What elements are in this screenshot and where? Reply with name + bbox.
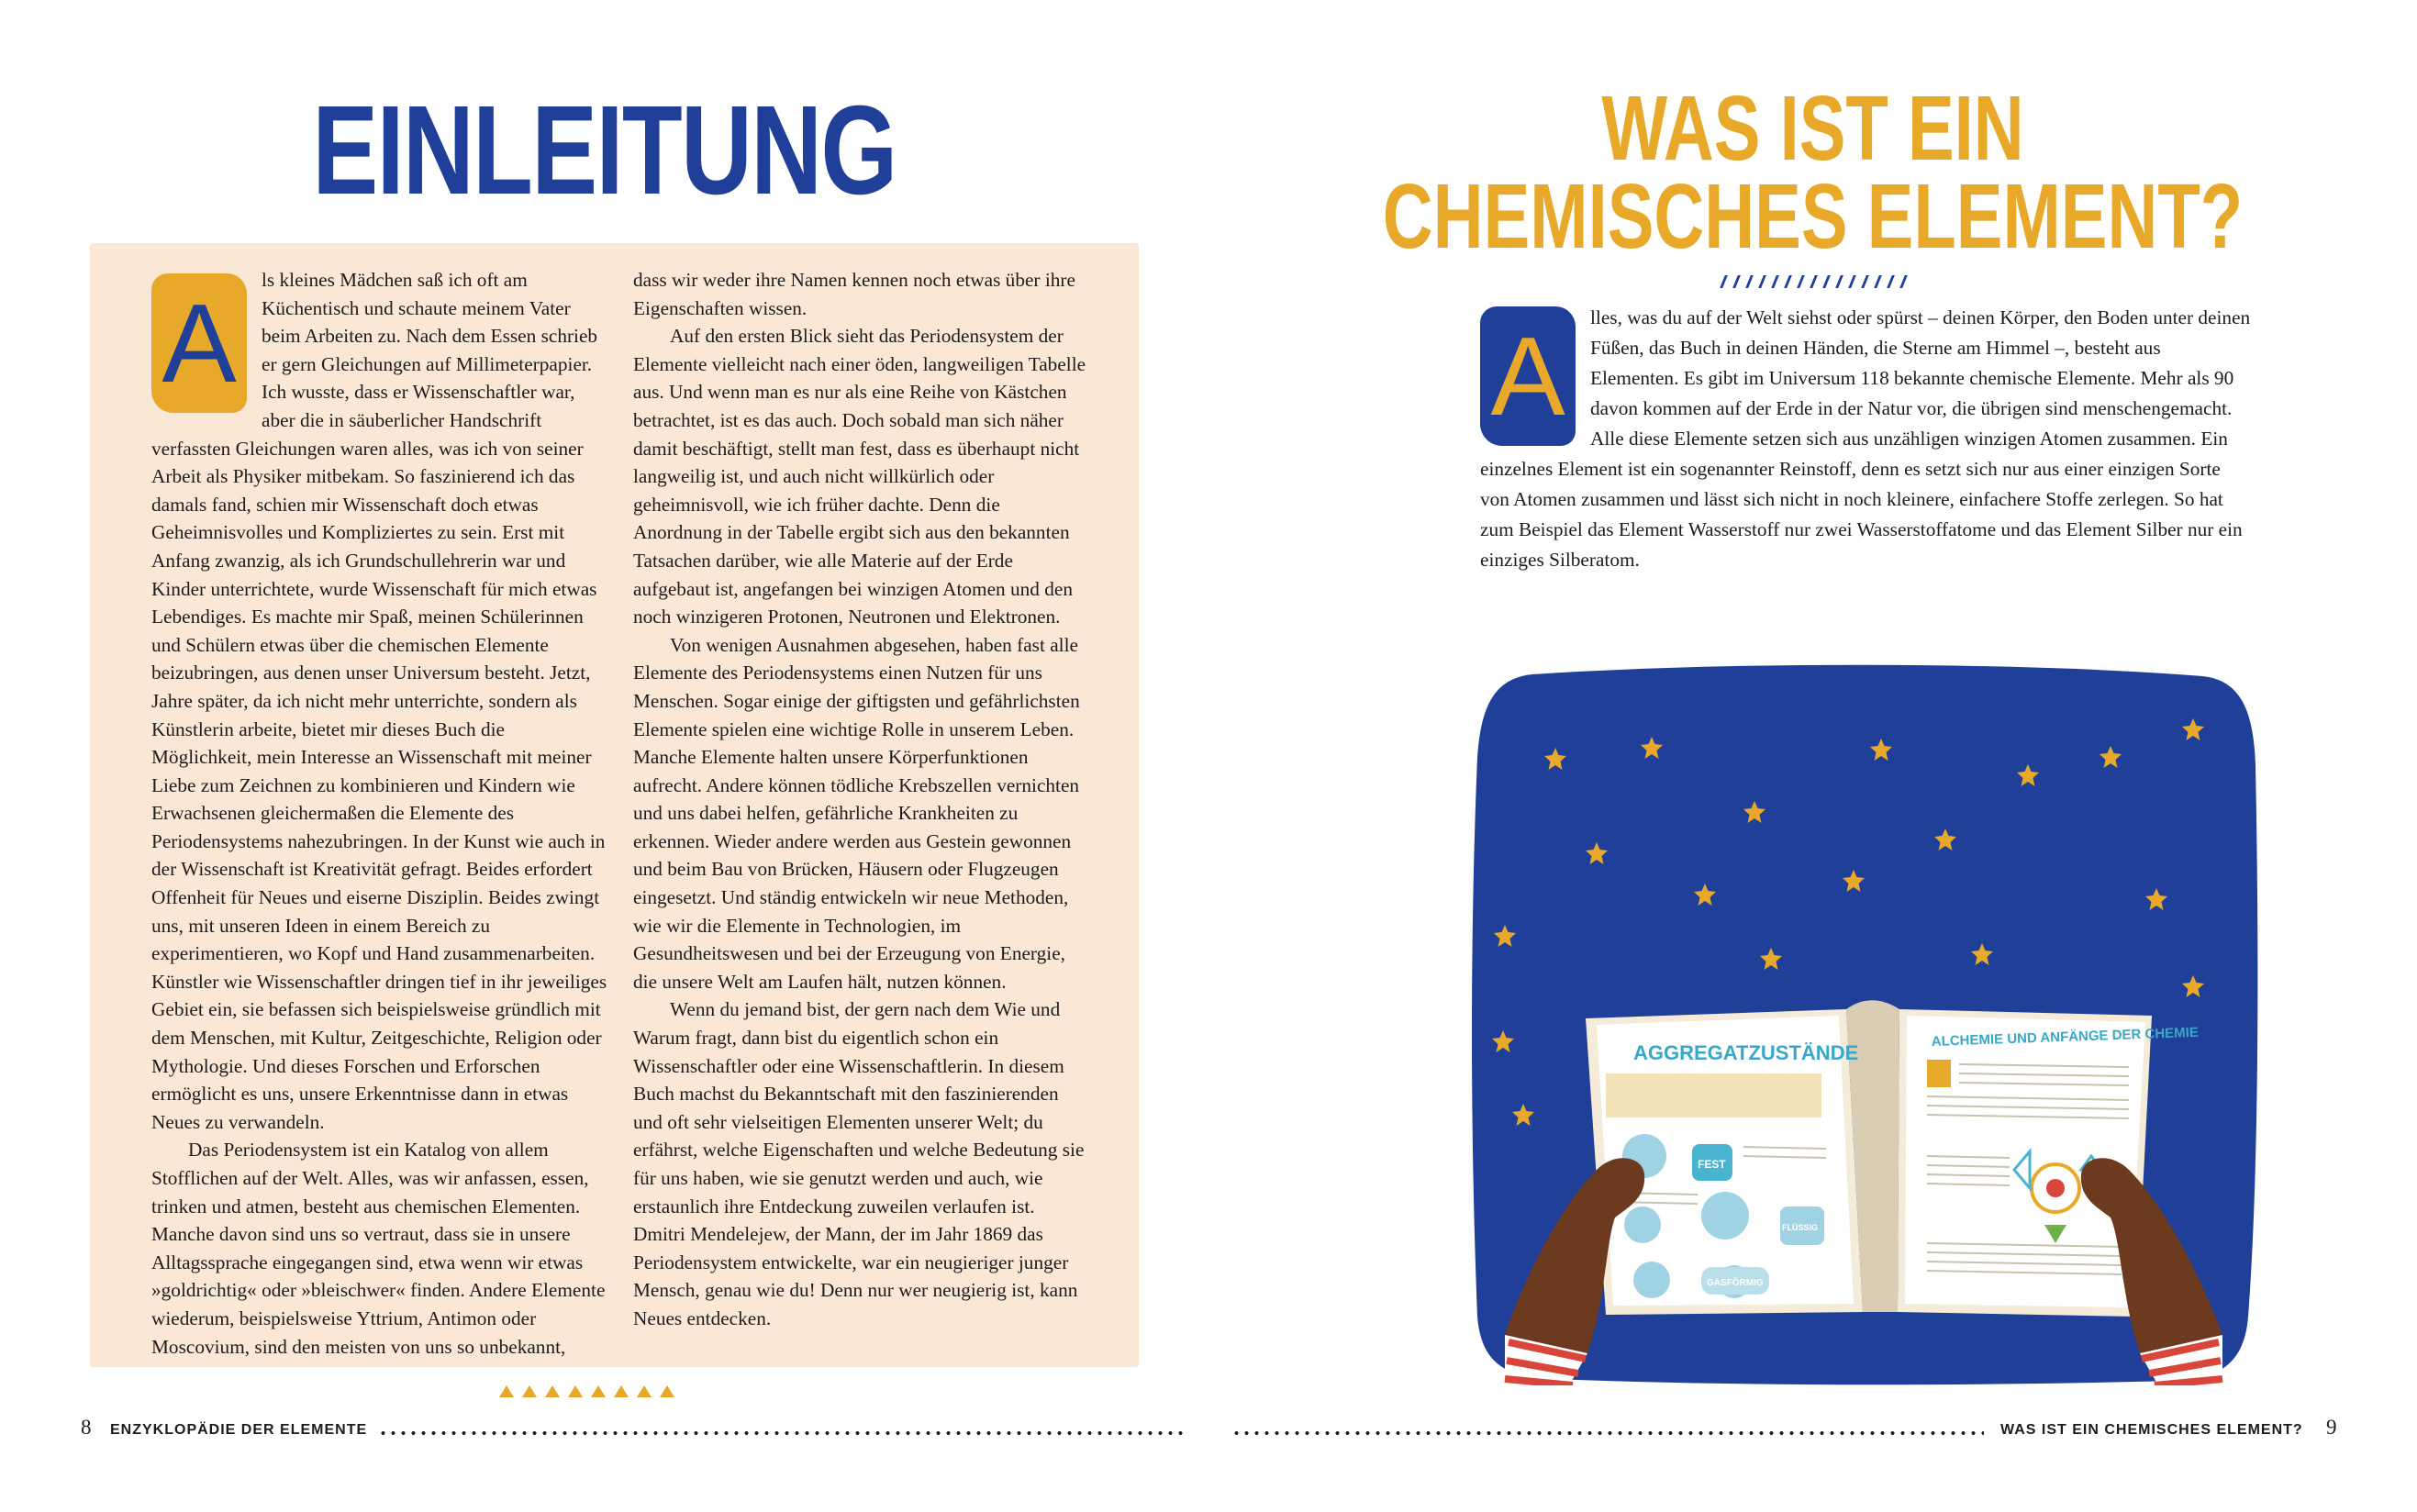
book-right-heading: ALCHEMIE UND ANFÄNGE DER CHEMIE: [1931, 1024, 2200, 1050]
footer-dotline-left: [378, 1431, 1186, 1435]
element-definition-text: A lles, was du auf der Welt siehst oder spürst – deinen Körper, den Boden unter deinen Füßen, das Buch in deinen Händen, die Sterne am Himmel –, besteht aus Elementen. Es gibt im Universum 118 bekannte chemische Elemente. Mehr als 90 davon kommen auf der Erde in der Natur vor, die übrigen sind menschengemacht. Alle diese Elemente setzen sich aus unzähligen winzigen Atomen zusammen. Ein einzelnes Element ist ein sogenannter Reinstoff, denn es setzt sich nur aus einer einzigen Sorte von Atomen zusammen und lässt sich nicht in noch kleinere, einfachere Stoffe zerlegen. So hat zum Beispiel das Element Wasserstoff nur zwei Wasserstoffatome und das Element Silber nur ein einziges Silberatom.: [1480, 306, 2251, 571]
dropcap-a-left: A: [151, 273, 247, 413]
footer-left: ENZYKLOPÄDIE DER ELEMENTE: [110, 1422, 368, 1438]
intro-column-1: [151, 266, 607, 1361]
intro-paragraph-6: Wenn du jemand bist, der gern nach dem Wie und Warum fragt, dann bist du eigentlich schon ein Wissenschaftler oder eine Wissenschaftlerin. In diesem Buch machst du Bekanntschaft mit den faszinierenden und oft sehr vielseitigen Elementen unserer Welt; du erfährst, welche Eigenschaften und welche Bedeutung sie für uns haben, wie sie genutzt werden und auch, wie erstaunlich ihre Entdeckung zuweilen verlaufen ist. Dmitri Mendelejew, der Mann, der im Jahr 1869 das Periodensystem entwickelte, war ein neugieriger junger Mensch, genau wie du! Denn nur wer neugierig ist, kann Neues entdecken.: [633, 998, 1085, 1329]
triangle-ornament: [499, 1385, 674, 1397]
intro-paragraph-5: Von wenigen Ausnahmen abgesehen, haben fast alle Elemente des Periodensystems einen Nutzen für uns Menschen. Sogar einige der giftigsten und gefährlichsten Elemente spielen eine wichtige Rolle in unserem Leben. Manche Elemente halten unsere Körperfunktionen aufrecht. Andere können tödliche Krebszellen vernichten und uns dabei helfen, gefährliche Krankheiten zu erkennen. Wieder andere werden aus Gestein gewonnen und beim Bau von Brücken, Häusern oder Flugzeugen eingesetzt. Und ständig entwickeln wir neue Methoden, wie wir die Elemente in Technologien, im Gesundheitswesen und bei der Erzeugung von Energie, die unsere Welt am Laufen hält, nutzen können.: [633, 633, 1080, 993]
book-label-fluessig: FLÜSSIG: [1782, 1223, 1819, 1232]
page-number-left: 8: [81, 1416, 92, 1439]
book-left-heading: AGGREGATZUSTÄNDE: [1633, 1041, 1859, 1064]
footer-dotline-right: [1231, 1431, 1984, 1435]
page-title-einleitung: EINLEITUNG: [312, 80, 897, 221]
book-label-gas: GASFÖRMIG: [1707, 1278, 1764, 1288]
intro-paragraph-2: Das Periodensystem ist ein Katalog von allem Stofflichen auf der Welt. Alles, was wir anfassen, essen, trinken und atmen, besteht aus chemischen Elementen. Manche davon sind uns so vertraut, dass sie in unsere Alltagssprache eingegangen sind, etwa wenn wir etwas »goldrichtig« oder »bleischwer« finden. Andere Elemente wiederum, beispielsweise Yttrium, Antimon oder Moscovium, sind den meisten von uns so unbekannt,: [151, 1139, 606, 1358]
footer-right: WAS IST EIN CHEMISCHES ELEMENT?: [2000, 1422, 2303, 1438]
illustration-book-stars: [1468, 656, 2259, 1385]
intro-column-2: [633, 266, 1089, 1333]
page-number-right: 9: [2326, 1416, 2337, 1439]
tick-ornament: [1722, 275, 1905, 288]
dropcap-a-right: A: [1480, 306, 1576, 446]
intro-paragraph-3: dass wir weder ihre Namen kennen noch etwas über ihre Eigenschaften wissen.: [633, 269, 1075, 319]
intro-paragraph-1: A ls kleines Mädchen saß ich oft am Küchentisch und schaute meinem Vater beim Arbeiten zu. Nach dem Essen schrieb er gern Gleichungen auf Millimeterpapier. Ich wusste, dass er Wissenschaftler war, aber die in säuberlicher Handschrift verfassten Gleichungen waren alles, was ich von seiner Arbeit als Physiker mitbekam. So faszinierend ich das damals fand, schien mir Wissenschaft doch etwas Geheimnisvolles und Kompliziertes zu sein. Erst mit Anfang zwanzig, als ich Grundschullehrerin war und Kinder unterrichtete, wurde Wissenschaft für mich etwas Lebendiges. Es machte mir Spaß, meinen Schülerinnen und Schülern etwas über die chemischen Elemente beizubringen, aus denen unser Universum besteht. Jetzt, Jahre später, da ich nicht mehr unterrichte, sondern als Künstlerin arbeite, bietet mir dieses Buch die Möglichkeit, mein Interesse an Wissenschaft mit meiner Liebe zum Zeichnen zu kombinieren und Kindern wie Erwachsenen gleichermaßen die Elemente des Periodensystems nahezubringen. In der Kunst wie auch in der Wissenschaft ist Kreativität gefragt. Beides erfordert Offenheit für Neues und eiserne Disziplin. Beides zwingt uns, mit unseren Ideen in einem Bereich zu experimentieren, wo Kopf und Hand zusammenarbeiten. Künstler wie Wissenschaftler dringen tief in ihr jeweiliges Gebiet ein, sie befassen sich beispielsweise gründlich mit dem Menschen, mit Kultur, Zeitgeschichte, Religion oder Mythologie. Und dieses Forschen und Erforschen ermöglicht es uns, unsere Erkenntnisse dann in etwas Neues zu verwandeln.: [151, 269, 607, 1133]
page-title-chemisches-element: WAS IST EIN CHEMISCHES ELEMENT?: [1382, 77, 2244, 268]
intro-paragraph-4: Auf den ersten Blick sieht das Periodensystem der Elemente vielleicht nach einer öden, langweiligen Tabelle aus. Und wenn man es nur als eine Reihe von Kästchen betrachtet, ist es das auch. Doch sobald man sich näher damit beschäftigt, stellt man fest, dass es überhaupt nicht langweilig ist, und auch nicht willkürlich oder geheimnisvoll, wie ich früher dachte. Denn die Anordnung in der Tabelle ergibt sich aus den bekannten Tatsachen darüber, wie alle Materie auf der Erde aufgebaut ist, angefangen bei winzigen Atomen und den noch winzigeren Protonen, Neutronen und Elektronen.: [633, 325, 1086, 628]
book-label-fest: FEST: [1698, 1158, 1726, 1171]
